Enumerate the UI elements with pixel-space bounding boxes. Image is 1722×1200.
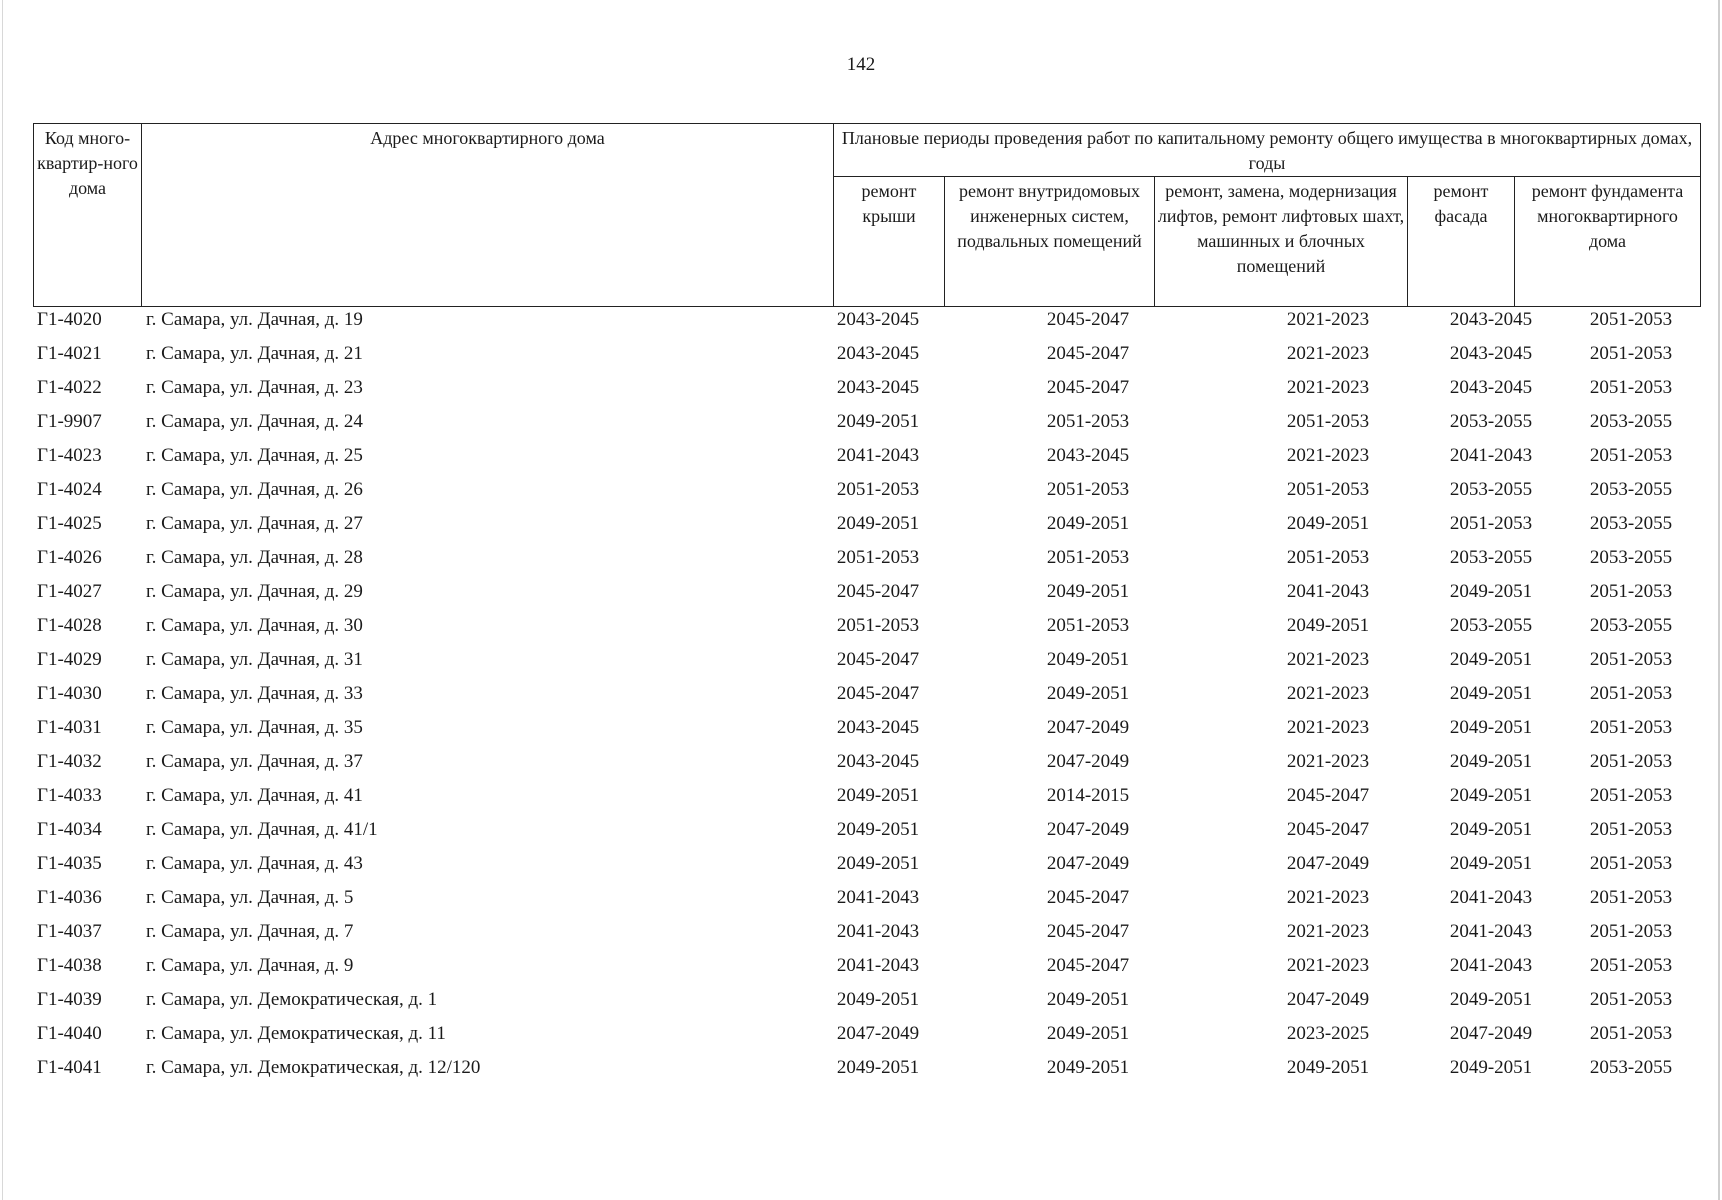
cell-code: Г1-4030 xyxy=(37,683,102,704)
table-row xyxy=(33,714,1700,748)
cell-lifts: 2021-2023 xyxy=(1286,921,1370,942)
cell-code: Г1-4036 xyxy=(37,887,102,908)
cell-code: Г1-4020 xyxy=(37,309,102,330)
cell-lifts: 2049-2051 xyxy=(1286,513,1370,534)
cell-address: г. Самара, ул. Дачная, д. 29 xyxy=(146,581,363,602)
cell-foundation: 2051-2053 xyxy=(1589,785,1673,806)
cell-address: г. Самара, ул. Дачная, д. 24 xyxy=(146,411,363,432)
cell-lifts: 2049-2051 xyxy=(1286,1057,1370,1078)
table-row xyxy=(33,306,1700,340)
cell-code: Г1-4035 xyxy=(37,853,102,874)
cell-address: г. Самара, ул. Дачная, д. 27 xyxy=(146,513,363,534)
table-row xyxy=(33,884,1700,918)
cell-roof: 2045-2047 xyxy=(836,683,920,704)
cell-roof: 2043-2045 xyxy=(836,751,920,772)
cell-roof: 2045-2047 xyxy=(836,581,920,602)
table-row xyxy=(33,646,1700,680)
cell-code: Г1-4039 xyxy=(37,989,102,1010)
cell-roof: 2041-2043 xyxy=(836,921,920,942)
cell-facade: 2043-2045 xyxy=(1449,309,1533,330)
cell-engineering: 2051-2053 xyxy=(1046,615,1130,636)
cell-code: Г1-4027 xyxy=(37,581,102,602)
cell-roof: 2043-2045 xyxy=(836,717,920,738)
cell-engineering: 2045-2047 xyxy=(1046,377,1130,398)
cell-foundation: 2051-2053 xyxy=(1589,1023,1673,1044)
table-row xyxy=(33,476,1700,510)
scan-edge-right xyxy=(1718,0,1720,1200)
cell-code: Г1-4041 xyxy=(37,1057,102,1078)
cell-roof: 2049-2051 xyxy=(836,785,920,806)
cell-engineering: 2047-2049 xyxy=(1046,819,1130,840)
cell-foundation: 2053-2055 xyxy=(1589,1057,1673,1078)
table-row xyxy=(33,816,1700,850)
table-row xyxy=(33,1020,1700,1054)
cell-facade: 2041-2043 xyxy=(1449,921,1533,942)
table-row xyxy=(33,850,1700,884)
scan-edge-left xyxy=(2,0,3,1200)
header-periods: Плановые периоды проведения работ по капитальному ремонту общего имущества в многоквартирных домах, годы xyxy=(834,124,1701,177)
cell-address: г. Самара, ул. Дачная, д. 41/1 xyxy=(146,819,378,840)
cell-address: г. Самара, ул. Дачная, д. 25 xyxy=(146,445,363,466)
cell-engineering: 2049-2051 xyxy=(1046,581,1130,602)
cell-roof: 2043-2045 xyxy=(836,377,920,398)
cell-engineering: 2047-2049 xyxy=(1046,751,1130,772)
cell-roof: 2041-2043 xyxy=(836,887,920,908)
cell-code: Г1-4024 xyxy=(37,479,102,500)
cell-facade: 2041-2043 xyxy=(1449,955,1533,976)
page-number: 142 xyxy=(846,54,876,75)
cell-facade: 2053-2055 xyxy=(1449,479,1533,500)
table-row xyxy=(33,986,1700,1020)
cell-facade: 2049-2051 xyxy=(1449,989,1533,1010)
cell-foundation: 2051-2053 xyxy=(1589,751,1673,772)
cell-foundation: 2051-2053 xyxy=(1589,581,1673,602)
cell-foundation: 2051-2053 xyxy=(1589,921,1673,942)
cell-lifts: 2045-2047 xyxy=(1286,785,1370,806)
header-foundation: ремонт фундамента многоквартирного дома xyxy=(1515,177,1701,307)
cell-engineering: 2045-2047 xyxy=(1046,887,1130,908)
cell-foundation: 2051-2053 xyxy=(1589,955,1673,976)
cell-address: г. Самара, ул. Дачная, д. 35 xyxy=(146,717,363,738)
cell-lifts: 2049-2051 xyxy=(1286,615,1370,636)
cell-lifts: 2021-2023 xyxy=(1286,649,1370,670)
table-row xyxy=(33,952,1700,986)
table-row xyxy=(33,578,1700,612)
cell-facade: 2043-2045 xyxy=(1449,377,1533,398)
cell-roof: 2041-2043 xyxy=(836,445,920,466)
cell-address: г. Самара, ул. Дачная, д. 28 xyxy=(146,547,363,568)
cell-address: г. Самара, ул. Дачная, д. 21 xyxy=(146,343,363,364)
table-row xyxy=(33,1054,1700,1088)
cell-code: Г1-4025 xyxy=(37,513,102,534)
cell-foundation: 2051-2053 xyxy=(1589,649,1673,670)
header-lifts: ремонт, замена, модернизация лифтов, ремонт лифтовых шахт, машинных и блочных помещений xyxy=(1155,177,1408,307)
cell-foundation: 2053-2055 xyxy=(1589,513,1673,534)
table-row xyxy=(33,748,1700,782)
cell-engineering: 2043-2045 xyxy=(1046,445,1130,466)
cell-roof: 2049-2051 xyxy=(836,411,920,432)
cell-facade: 2049-2051 xyxy=(1449,717,1533,738)
cell-engineering: 2051-2053 xyxy=(1046,547,1130,568)
cell-address: г. Самара, ул. Дачная, д. 5 xyxy=(146,887,354,908)
header-address: Адрес многоквартирного дома xyxy=(142,124,834,307)
cell-foundation: 2053-2055 xyxy=(1589,479,1673,500)
cell-lifts: 2021-2023 xyxy=(1286,717,1370,738)
cell-lifts: 2021-2023 xyxy=(1286,309,1370,330)
cell-code: Г1-4028 xyxy=(37,615,102,636)
cell-engineering: 2045-2047 xyxy=(1046,343,1130,364)
cell-lifts: 2047-2049 xyxy=(1286,989,1370,1010)
cell-foundation: 2051-2053 xyxy=(1589,445,1673,466)
cell-lifts: 2021-2023 xyxy=(1286,445,1370,466)
table-row xyxy=(33,544,1700,578)
cell-engineering: 2049-2051 xyxy=(1046,513,1130,534)
cell-facade: 2053-2055 xyxy=(1449,547,1533,568)
cell-foundation: 2051-2053 xyxy=(1589,309,1673,330)
cell-lifts: 2021-2023 xyxy=(1286,751,1370,772)
cell-code: Г1-4034 xyxy=(37,819,102,840)
cell-engineering: 2049-2051 xyxy=(1046,989,1130,1010)
cell-foundation: 2053-2055 xyxy=(1589,547,1673,568)
table-row xyxy=(33,680,1700,714)
cell-engineering: 2045-2047 xyxy=(1046,955,1130,976)
cell-lifts: 2045-2047 xyxy=(1286,819,1370,840)
cell-lifts: 2051-2053 xyxy=(1286,547,1370,568)
cell-address: г. Самара, ул. Дачная, д. 26 xyxy=(146,479,363,500)
cell-address: г. Самара, ул. Дачная, д. 23 xyxy=(146,377,363,398)
cell-roof: 2047-2049 xyxy=(836,1023,920,1044)
table-row xyxy=(33,408,1700,442)
cell-address: г. Самара, ул. Дачная, д. 7 xyxy=(146,921,354,942)
cell-foundation: 2051-2053 xyxy=(1589,989,1673,1010)
cell-engineering: 2049-2051 xyxy=(1046,683,1130,704)
cell-engineering: 2051-2053 xyxy=(1046,411,1130,432)
cell-facade: 2051-2053 xyxy=(1449,513,1533,534)
cell-address: г. Самара, ул. Демократическая, д. 1 xyxy=(146,989,438,1010)
table-row xyxy=(33,918,1700,952)
cell-facade: 2053-2055 xyxy=(1449,411,1533,432)
cell-roof: 2045-2047 xyxy=(836,649,920,670)
cell-facade: 2049-2051 xyxy=(1449,819,1533,840)
header-roof: ремонт крыши xyxy=(834,177,945,307)
cell-code: Г1-4021 xyxy=(37,343,102,364)
cell-code: Г1-4033 xyxy=(37,785,102,806)
cell-lifts: 2041-2043 xyxy=(1286,581,1370,602)
cell-foundation: 2051-2053 xyxy=(1589,717,1673,738)
cell-facade: 2049-2051 xyxy=(1449,785,1533,806)
table-row xyxy=(33,782,1700,816)
table-body xyxy=(33,306,1700,1088)
cell-foundation: 2051-2053 xyxy=(1589,853,1673,874)
cell-facade: 2041-2043 xyxy=(1449,887,1533,908)
cell-code: Г1-4029 xyxy=(37,649,102,670)
cell-foundation: 2051-2053 xyxy=(1589,819,1673,840)
cell-lifts: 2051-2053 xyxy=(1286,479,1370,500)
cell-code: Г1-4040 xyxy=(37,1023,102,1044)
cell-engineering: 2045-2047 xyxy=(1046,921,1130,942)
cell-address: г. Самара, ул. Дачная, д. 41 xyxy=(146,785,363,806)
cell-facade: 2049-2051 xyxy=(1449,683,1533,704)
cell-address: г. Самара, ул. Дачная, д. 19 xyxy=(146,309,363,330)
cell-facade: 2049-2051 xyxy=(1449,581,1533,602)
cell-address: г. Самара, ул. Демократическая, д. 11 xyxy=(146,1023,446,1044)
cell-code: Г1-4031 xyxy=(37,717,102,738)
cell-foundation: 2053-2055 xyxy=(1589,411,1673,432)
cell-facade: 2043-2045 xyxy=(1449,343,1533,364)
table-row xyxy=(33,442,1700,476)
cell-address: г. Самара, ул. Дачная, д. 9 xyxy=(146,955,354,976)
cell-code: Г1-4032 xyxy=(37,751,102,772)
cell-facade: 2049-2051 xyxy=(1449,1057,1533,1078)
table-row xyxy=(33,612,1700,646)
cell-code: Г1-9907 xyxy=(37,411,102,432)
cell-roof: 2051-2053 xyxy=(836,615,920,636)
header-engineering: ремонт внутридомовых инженерных систем, подвальных помещений xyxy=(945,177,1155,307)
cell-address: г. Самара, ул. Дачная, д. 30 xyxy=(146,615,363,636)
cell-lifts: 2047-2049 xyxy=(1286,853,1370,874)
cell-code: Г1-4023 xyxy=(37,445,102,466)
cell-roof: 2043-2045 xyxy=(836,309,920,330)
cell-address: г. Самара, ул. Дачная, д. 37 xyxy=(146,751,363,772)
cell-code: Г1-4038 xyxy=(37,955,102,976)
table-row xyxy=(33,510,1700,544)
cell-roof: 2041-2043 xyxy=(836,955,920,976)
cell-address: г. Самара, ул. Демократическая, д. 12/120 xyxy=(146,1057,481,1078)
table-row xyxy=(33,374,1700,408)
cell-engineering: 2051-2053 xyxy=(1046,479,1130,500)
cell-lifts: 2021-2023 xyxy=(1286,955,1370,976)
cell-engineering: 2049-2051 xyxy=(1046,1057,1130,1078)
cell-roof: 2049-2051 xyxy=(836,819,920,840)
cell-lifts: 2021-2023 xyxy=(1286,377,1370,398)
cell-address: г. Самара, ул. Дачная, д. 31 xyxy=(146,649,363,670)
cell-foundation: 2051-2053 xyxy=(1589,887,1673,908)
cell-facade: 2049-2051 xyxy=(1449,853,1533,874)
cell-code: Г1-4037 xyxy=(37,921,102,942)
cell-foundation: 2053-2055 xyxy=(1589,615,1673,636)
cell-roof: 2051-2053 xyxy=(836,479,920,500)
cell-engineering: 2047-2049 xyxy=(1046,853,1130,874)
cell-lifts: 2021-2023 xyxy=(1286,887,1370,908)
cell-facade: 2049-2051 xyxy=(1449,649,1533,670)
cell-code: Г1-4026 xyxy=(37,547,102,568)
cell-roof: 2049-2051 xyxy=(836,513,920,534)
cell-engineering: 2047-2049 xyxy=(1046,717,1130,738)
cell-roof: 2049-2051 xyxy=(836,1057,920,1078)
table-row xyxy=(33,340,1700,374)
cell-foundation: 2051-2053 xyxy=(1589,343,1673,364)
cell-facade: 2053-2055 xyxy=(1449,615,1533,636)
cell-facade: 2049-2051 xyxy=(1449,751,1533,772)
cell-roof: 2049-2051 xyxy=(836,989,920,1010)
cell-lifts: 2021-2023 xyxy=(1286,343,1370,364)
cell-foundation: 2051-2053 xyxy=(1589,683,1673,704)
cell-lifts: 2023-2025 xyxy=(1286,1023,1370,1044)
cell-roof: 2049-2051 xyxy=(836,853,920,874)
cell-engineering: 2049-2051 xyxy=(1046,649,1130,670)
header-facade: ремонт фасада xyxy=(1408,177,1515,307)
cell-facade: 2047-2049 xyxy=(1449,1023,1533,1044)
table-header xyxy=(33,123,1701,307)
cell-roof: 2051-2053 xyxy=(836,547,920,568)
cell-engineering: 2045-2047 xyxy=(1046,309,1130,330)
cell-lifts: 2021-2023 xyxy=(1286,683,1370,704)
cell-address: г. Самара, ул. Дачная, д. 33 xyxy=(146,683,363,704)
cell-address: г. Самара, ул. Дачная, д. 43 xyxy=(146,853,363,874)
cell-code: Г1-4022 xyxy=(37,377,102,398)
header-code: Код много-квартир-ного дома xyxy=(34,124,142,307)
cell-engineering: 2049-2051 xyxy=(1046,1023,1130,1044)
cell-foundation: 2051-2053 xyxy=(1589,377,1673,398)
cell-facade: 2041-2043 xyxy=(1449,445,1533,466)
cell-roof: 2043-2045 xyxy=(836,343,920,364)
cell-engineering: 2014-2015 xyxy=(1046,785,1130,806)
cell-lifts: 2051-2053 xyxy=(1286,411,1370,432)
